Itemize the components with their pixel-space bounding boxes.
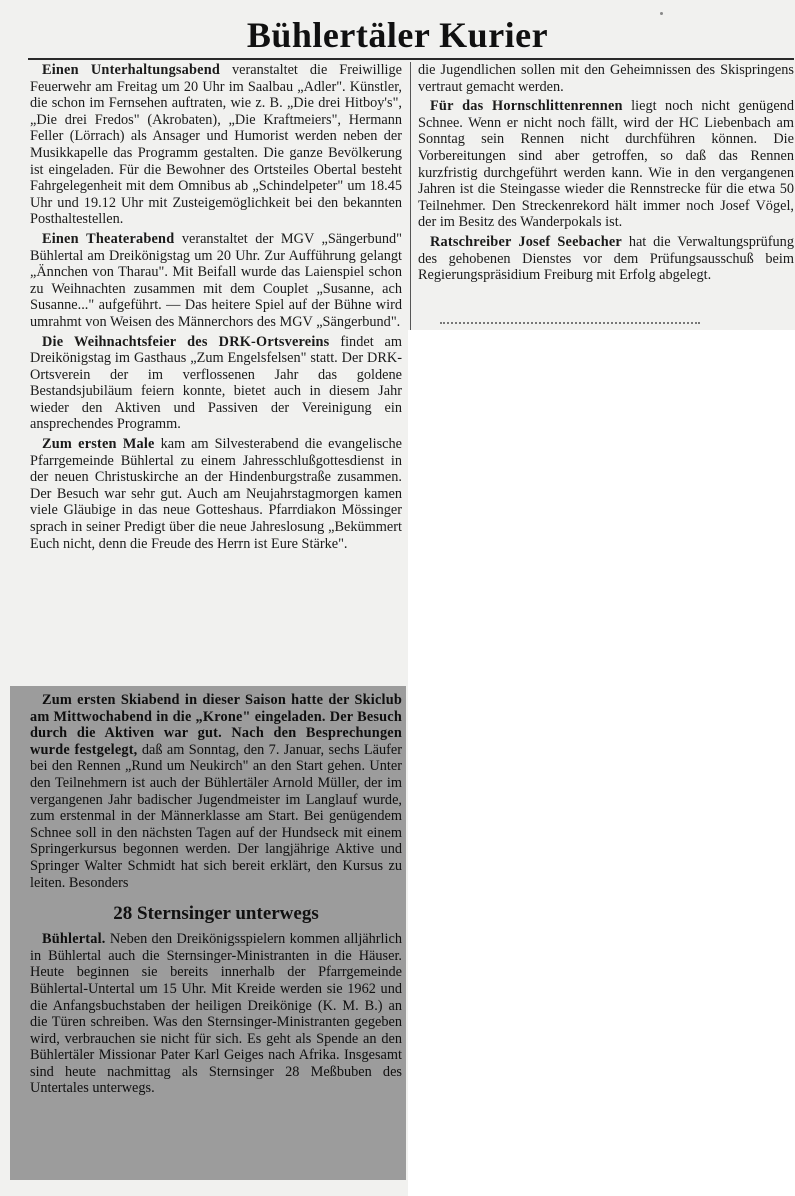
masthead-rule — [28, 58, 794, 60]
article-body: liegt noch nicht genügend Schnee. Wenn er nicht noch fällt, wird der HC Liebenbach am Sonntag sein Rennen nicht durchführen können. Die Vorbereitungen sind aber getroffen, so daß das Rennen kurzfristig durchgeführt werden kann. Wie in den vergangenen Jahren ist die Steingasse wieder die Rennstrecke für die etwa 50 Teilnehmer. Den Streckenrekord hält immer noch Josef Vögel, der im Besitz des Wanderpokals ist. — [418, 98, 795, 231]
article-skiabend-continued — [418, 62, 794, 95]
article-skiabend — [30, 692, 402, 891]
article-theaterabend — [30, 231, 402, 331]
article-body: Neben den Dreikönigsspielern kommen alljährlich in Bühlertal auch die Sternsinger-Ministranten in die Häuser. Heute beginnen sie bereits innerhalb der Pfarrgemeinde Bühlertal-Untertal um 15 Uhr. Mit Kreide werden sie 1962 und die Anfangsbuchstaben der heiligen Dreikönige (K. M. B.) an die Türen schreiben. Was den Sternsinger-Ministranten gegeben wird, verbrauchen sie nicht für sich. Es geht als Spende an den Bühlertäler Missionar Pater Karl Geiges nach Afrika. Insgesamt sind heute nachmittag als Sternsinger 28 Meßbuben des Untertales unterwegs. — [30, 931, 402, 1097]
highlighted-box — [10, 686, 406, 1180]
article-lead: Die Weihnachtsfeier des DRK-Ortsvereins — [42, 333, 330, 350]
right-column — [418, 62, 794, 287]
article-body: kam am Silvesterabend die evangelische Pfarrgemeinde Bühlertal zu einem Jahresschlußgottesdienst in der neuen Christuskirche an der Hindenburgstraße zusammen. Der Besuch war sehr gut. Auch am Neujahrstagmorgen kamen viele Gläubige in das neue Gotteshaus. Pfarrdiakon Mössinger sprach in seiner Predigt über die neue Jahreslosung „Bekümmert Euch nicht, denn die Freude des Herrn ist Eure Stärke". — [30, 436, 402, 552]
article-body: die Jugendlichen sollen mit den Geheimnissen des Skispringens vertraut gemacht werden. — [418, 62, 794, 95]
article-ratschreiber — [418, 234, 794, 284]
article-body: daß am Sonntag, den 7. Januar, sechs Läufer bei den Rennen „Rund um Neukirch" an den Start gehen. Unter den Teilnehmern ist auch der Bühlertäler Arnold Müller, der im vergangenen Jahr badischer Jugendmeister im Langlauf wurde, zum erstenmal in der Männerklasse am Start. Bei genügendem Schnee soll in den nächsten Tagen auf der Hundseck mit einem Springerkursus begonnen werden. Der langjährige Aktive und Springer Walter Schmidt hat sich bereit erklärt, den Kursus zu leiten. Besonders — [30, 741, 402, 891]
article-lead: Einen Unterhaltungsabend — [42, 62, 221, 78]
masthead: Bühlertäler Kurier — [246, 15, 549, 55]
article-body: veranstaltet der MGV „Sängerbund" Bühlertal am Dreikönigstag um 20 Uhr. Zur Aufführung gelangt „Ännchen von Tharau". Mit Beifall wurde das Laienspiel schon zu Weihnachten zusammen mit dem Couplet „Susanne, ach Susanne..." aufgeführt. — Das heitere Spiel auf der Bühne wird umrahmt von Weisen des Männerchors des MGV „Sängerbund". — [30, 230, 402, 330]
article-body: hat die Verwaltungsprüfung des gehobenen Dienstes vor dem Prüfungsausschuß beim Regierungspräsidium Freiburg mit Erfolg abgelegt. — [418, 233, 794, 284]
article-unterhaltungsabend — [30, 62, 402, 228]
article-lead: Für das Hornschlittenrennen — [430, 98, 623, 115]
article-silvester-gottesdienst — [30, 436, 402, 552]
article-heading-sternsinger: 28 Sternsinger unterwegs — [113, 903, 319, 925]
article-body: veranstaltet die Freiwillige Feuerwehr am Freitag um 20 Uhr im Saalbau „Adler". Künstler, die schon im Fernsehen auftraten, wie z. B. „Die drei Hitboy's", „Die drei Fredos" (Akrobaten), „Die Kraftmeiers", Hermann Feller (Lörrach) als Ansager und Humorist werden neben der Musikkapelle das Programm gestalten. Die ganze Bevölkerung ist eingeladen. Für die Bewohner des Ortsteiles Obertal besteht Fahrgelegenheit mit dem Omnibus ab „Schindelpeter" um 18.45 Uhr und 19.12 Uhr mit Zusteigemöglichkeit bei den bekannten Posthaltestellen. — [30, 62, 403, 228]
article-lead: Zum ersten Skiabend in dieser Saison hatte der Skiclub am Mittwochabend in die „Krone" eingeladen. Der Besuch durch die Aktiven war gut. Nach den Besprechungen wurde festgelegt, — [30, 692, 402, 758]
highlighted-box-content — [30, 692, 402, 1100]
article-sternsinger — [30, 931, 402, 1097]
article-weihnachtsfeier — [30, 334, 402, 434]
left-column — [30, 62, 402, 555]
article-hornschlittenrennen — [418, 98, 794, 231]
article-lead: Bühlertal. — [42, 931, 106, 948]
article-lead: Ratschreiber Josef Seebacher — [430, 233, 622, 250]
article-lead: Zum ersten Male — [42, 436, 155, 453]
article-lead: Einen Theaterabend — [42, 230, 175, 247]
cut-off-text-line — [440, 322, 700, 330]
article-body: findet am Dreikönigstag im Gasthaus „Zum Engelsfelsen" statt. Der DRK-Ortsverein der im verflossenen Jahr das goldene Bestandsjubiläum feiern konnte, bietet auch in diesem Jahr wieder den Aktiven und Passiven der Vereinigung ein ansprechendes Programm. — [30, 333, 403, 433]
blank-cropped-area — [408, 330, 795, 1196]
